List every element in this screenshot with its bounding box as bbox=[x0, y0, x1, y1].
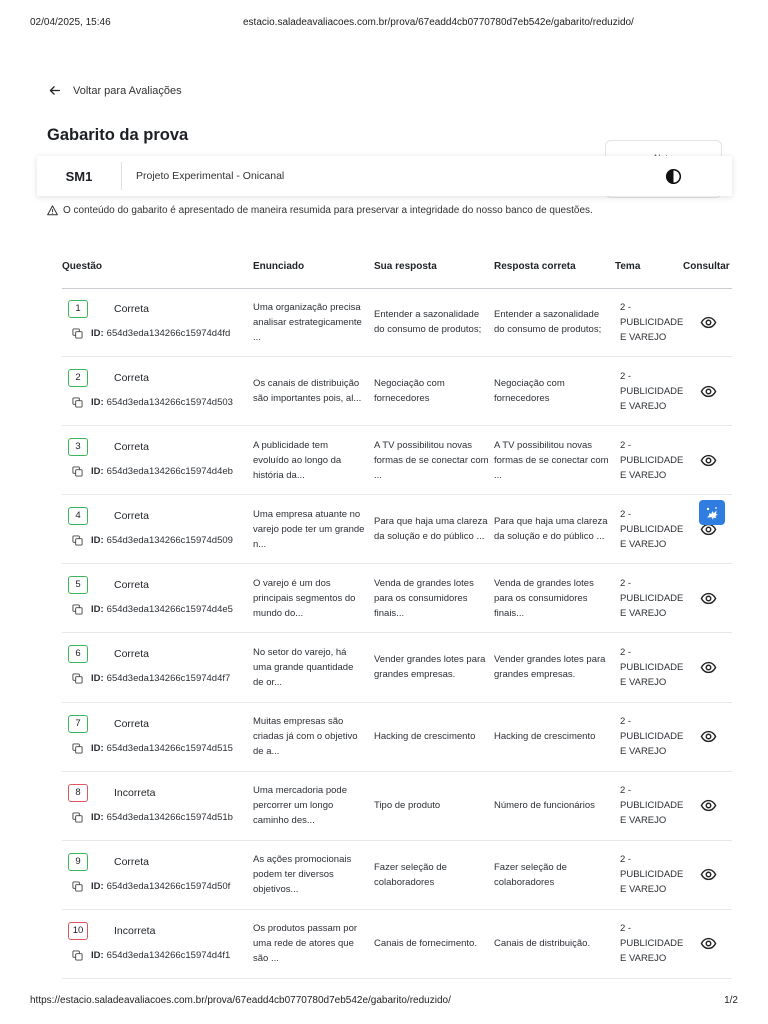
enunciado-cell: Os produtos passam por uma rede de atores que são ... bbox=[253, 923, 358, 965]
id-label: ID: bbox=[91, 742, 104, 754]
your-answer-cell: Canais de fornecimento. bbox=[374, 938, 477, 950]
question-number: 1 bbox=[68, 300, 88, 318]
course-bar bbox=[37, 156, 732, 196]
your-answer-cell: Entender a sazonalidade do consumo de produtos; bbox=[374, 309, 482, 335]
warning-triangle-icon bbox=[47, 205, 58, 216]
question-id[interactable] bbox=[72, 673, 230, 684]
id-label: ID: bbox=[91, 466, 104, 478]
correct-answer-cell: Canais de distribuição. bbox=[494, 938, 591, 950]
correct-answer-cell: Número de funcionários bbox=[494, 800, 595, 812]
table-row bbox=[62, 841, 732, 910]
copy-icon[interactable] bbox=[72, 466, 83, 477]
correct-answer-cell: Negociação com fornecedores bbox=[494, 378, 565, 405]
view-question-button[interactable] bbox=[698, 841, 718, 909]
answer-status: Incorreta bbox=[114, 924, 156, 937]
view-question-button[interactable] bbox=[698, 564, 718, 632]
print-footer-url: https://estacio.saladeavaliacoes.com.br/prova/67eadd4cb0770780d7eb542e/gabarito/reduzido/ bbox=[30, 995, 451, 1006]
your-answer-cell: Fazer seleção de colaboradores bbox=[374, 861, 447, 888]
course-divider bbox=[121, 162, 122, 190]
your-answer-cell: Hacking de crescimento bbox=[374, 731, 476, 743]
back-link-label: Voltar para Avaliações bbox=[73, 84, 182, 97]
question-id[interactable] bbox=[72, 535, 233, 546]
enunciado-cell: Uma mercadoria pode percorrer um longo caminho des... bbox=[253, 785, 347, 827]
print-datetime: 02/04/2025, 15:46 bbox=[30, 17, 111, 28]
answer-status: Incorreta bbox=[114, 786, 156, 799]
enunciado-cell: Muitas empresas são criadas já com o objetivo de a... bbox=[253, 716, 358, 758]
correct-answer-cell: Venda de grandes lotes para os consumidores finais... bbox=[494, 577, 594, 619]
copy-icon[interactable] bbox=[72, 812, 83, 823]
header-resposta-correta: Resposta correta bbox=[494, 261, 576, 272]
copy-icon[interactable] bbox=[72, 743, 83, 754]
question-id[interactable] bbox=[72, 743, 233, 754]
page-title: Gabarito da prova bbox=[47, 126, 189, 144]
enunciado-cell: No setor do varejo, há uma grande quantidade de or... bbox=[253, 646, 354, 688]
header-tema: Tema bbox=[615, 261, 641, 272]
question-id[interactable] bbox=[72, 328, 230, 339]
view-question-button[interactable] bbox=[698, 288, 718, 356]
view-question-button[interactable] bbox=[698, 910, 718, 978]
eye-icon bbox=[700, 590, 717, 607]
question-number: 5 bbox=[68, 576, 88, 594]
correct-answer-cell: Vender grandes lotes para grandes empresas. bbox=[494, 654, 606, 681]
question-id[interactable] bbox=[72, 466, 233, 477]
eye-icon bbox=[700, 797, 717, 814]
copy-icon[interactable] bbox=[72, 328, 83, 339]
theme-cell: 2 - PUBLICIDADE E VAREJO bbox=[620, 370, 684, 412]
eye-icon bbox=[700, 452, 717, 469]
table-row bbox=[62, 564, 732, 633]
correct-answer-cell: Para que haja uma clareza da solução e do público ... bbox=[494, 516, 608, 543]
answer-status: Correta bbox=[114, 579, 150, 592]
theme-cell: 2 - PUBLICIDADE E VAREJO bbox=[620, 716, 684, 758]
theme-cell: 2 - PUBLICIDADE E VAREJO bbox=[620, 785, 684, 827]
table-row bbox=[62, 288, 732, 357]
table-row bbox=[62, 772, 732, 841]
view-question-button[interactable] bbox=[698, 703, 718, 771]
header-questao: Questão bbox=[62, 261, 103, 272]
theme-cell: 2 - PUBLICIDADE E VAREJO bbox=[620, 923, 684, 965]
your-answer-cell: Venda de grandes lotes para os consumidores finais... bbox=[374, 577, 474, 619]
question-id[interactable] bbox=[72, 604, 233, 615]
theme-cell: 2 - PUBLICIDADE E VAREJO bbox=[620, 301, 684, 343]
view-question-button[interactable] bbox=[698, 633, 718, 701]
question-number: 6 bbox=[68, 645, 88, 663]
question-number: 7 bbox=[68, 715, 88, 733]
question-number: 9 bbox=[68, 853, 88, 871]
your-answer-cell: Para que haja uma clareza da solução e do público ... bbox=[374, 516, 488, 543]
question-id[interactable] bbox=[72, 881, 230, 892]
question-number: 8 bbox=[68, 784, 88, 802]
id-label: ID: bbox=[91, 397, 104, 409]
header-sua-resposta: Sua resposta bbox=[374, 261, 437, 272]
assistant-button[interactable] bbox=[699, 500, 725, 525]
back-to-evaluations-link[interactable] bbox=[48, 84, 182, 97]
view-question-button[interactable] bbox=[698, 772, 718, 840]
print-url: estacio.saladeavaliacoes.com.br/prova/67eadd4cb0770780d7eb542e/gabarito/reduzido/ bbox=[243, 17, 634, 28]
table-row bbox=[62, 357, 732, 426]
eye-icon bbox=[700, 383, 717, 400]
table-row bbox=[62, 910, 732, 979]
eye-icon bbox=[700, 659, 717, 676]
correct-answer-cell: Entender a sazonalidade do consumo de produtos; bbox=[494, 309, 602, 335]
question-id[interactable] bbox=[72, 812, 233, 823]
correct-answer-cell: A TV possibilitou novas formas de se conectar com ... bbox=[494, 439, 609, 481]
id-value: 654d3eda134266c15974d509 bbox=[106, 535, 233, 547]
id-value: 654d3eda134266c15974d4eb bbox=[106, 466, 233, 478]
arrow-left-icon bbox=[48, 84, 61, 97]
copy-icon[interactable] bbox=[72, 673, 83, 684]
answer-status: Correta bbox=[114, 510, 150, 523]
table-row bbox=[62, 633, 732, 702]
answer-table-body bbox=[62, 288, 732, 979]
notice-text: O conteúdo do gabarito é apresentado de maneira resumida para preservar a integridade do nosso banco de questões. bbox=[63, 205, 593, 216]
id-value: 654d3eda134266c15974d4f1 bbox=[106, 949, 231, 961]
correct-answer-cell: Fazer seleção de colaboradores bbox=[494, 861, 567, 888]
course-code: SM1 bbox=[65, 168, 93, 184]
your-answer-cell: A TV possibilitou novas formas de se conectar com ... bbox=[374, 439, 489, 481]
id-value: 654d3eda134266c15974d4f7 bbox=[106, 673, 231, 685]
enunciado-cell: A publicidade tem evoluído ao longo da história da... bbox=[253, 439, 342, 481]
id-label: ID: bbox=[91, 535, 104, 547]
enunciado-cell: As ações promocionais podem ter diversos objetivos... bbox=[253, 854, 352, 896]
eye-icon bbox=[700, 314, 717, 331]
eye-icon bbox=[700, 728, 717, 745]
view-question-button[interactable] bbox=[698, 426, 718, 494]
view-question-button[interactable] bbox=[698, 357, 718, 425]
enunciado-cell: O varejo é um dos principais segmentos do mundo do... bbox=[253, 577, 356, 619]
copy-icon[interactable] bbox=[72, 535, 83, 546]
contrast-icon[interactable] bbox=[665, 168, 682, 185]
answer-status: Correta bbox=[114, 855, 150, 868]
id-value: 654d3eda134266c15974d51b bbox=[106, 811, 233, 823]
answer-status: Correta bbox=[114, 717, 150, 730]
theme-cell: 2 - PUBLICIDADE E VAREJO bbox=[620, 854, 684, 896]
copy-icon[interactable] bbox=[72, 397, 83, 408]
your-answer-cell: Negociação com fornecedores bbox=[374, 378, 445, 405]
page-number: 1/2 bbox=[724, 995, 738, 1006]
table-row bbox=[62, 426, 732, 495]
theme-cell: 2 - PUBLICIDADE E VAREJO bbox=[620, 439, 684, 481]
header-enunciado: Enunciado bbox=[253, 261, 305, 272]
copy-icon[interactable] bbox=[72, 604, 83, 615]
id-label: ID: bbox=[91, 328, 104, 339]
question-id[interactable] bbox=[72, 950, 230, 961]
question-number: 3 bbox=[68, 438, 88, 456]
eye-icon bbox=[700, 866, 717, 883]
id-label: ID: bbox=[91, 949, 104, 961]
theme-cell: 2 - PUBLICIDADE E VAREJO bbox=[620, 508, 684, 550]
id-label: ID: bbox=[91, 673, 104, 685]
summary-notice bbox=[47, 205, 593, 216]
question-number: 10 bbox=[68, 922, 88, 940]
theme-cell: 2 - PUBLICIDADE E VAREJO bbox=[620, 577, 684, 619]
print-footer bbox=[30, 995, 738, 1009]
header-consultar: Consultar bbox=[683, 261, 730, 272]
id-label: ID: bbox=[91, 811, 104, 823]
id-label: ID: bbox=[91, 604, 104, 616]
correct-answer-cell: Hacking de crescimento bbox=[494, 731, 596, 743]
copy-icon[interactable] bbox=[72, 881, 83, 892]
id-value: 654d3eda134266c15974d4e5 bbox=[106, 604, 233, 616]
answer-status: Correta bbox=[114, 372, 150, 385]
your-answer-cell: Vender grandes lotes para grandes empresas. bbox=[374, 654, 486, 681]
answer-status: Correta bbox=[114, 441, 150, 454]
eye-icon bbox=[700, 935, 717, 952]
enunciado-cell: Os canais de distribuição são importantes pois, al... bbox=[253, 378, 362, 405]
table-header bbox=[62, 261, 732, 289]
copy-icon[interactable] bbox=[72, 950, 83, 961]
question-number: 4 bbox=[68, 507, 88, 525]
answer-status: Correta bbox=[114, 648, 150, 661]
id-value: 654d3eda134266c15974d50f bbox=[106, 880, 231, 892]
id-value: 654d3eda134266c15974d4fd bbox=[106, 328, 231, 339]
table-row bbox=[62, 495, 732, 564]
theme-cell: 2 - PUBLICIDADE E VAREJO bbox=[620, 646, 684, 688]
question-number: 2 bbox=[68, 369, 88, 387]
answer-status: Correta bbox=[114, 303, 150, 315]
assistant-icon bbox=[704, 505, 720, 521]
enunciado-cell: Uma empresa atuante no varejo pode ter um grande n... bbox=[253, 508, 365, 550]
table-row bbox=[62, 703, 732, 772]
id-value: 654d3eda134266c15974d515 bbox=[106, 742, 233, 754]
id-value: 654d3eda134266c15974d503 bbox=[106, 397, 233, 409]
enunciado-cell: Uma organização precisa analisar estrategicamente ... bbox=[253, 301, 362, 343]
id-label: ID: bbox=[91, 880, 104, 892]
your-answer-cell: Tipo de produto bbox=[374, 800, 441, 812]
question-id[interactable] bbox=[72, 397, 233, 408]
course-name: Projeto Experimental - Onicanal bbox=[136, 170, 285, 182]
print-header bbox=[30, 17, 738, 31]
